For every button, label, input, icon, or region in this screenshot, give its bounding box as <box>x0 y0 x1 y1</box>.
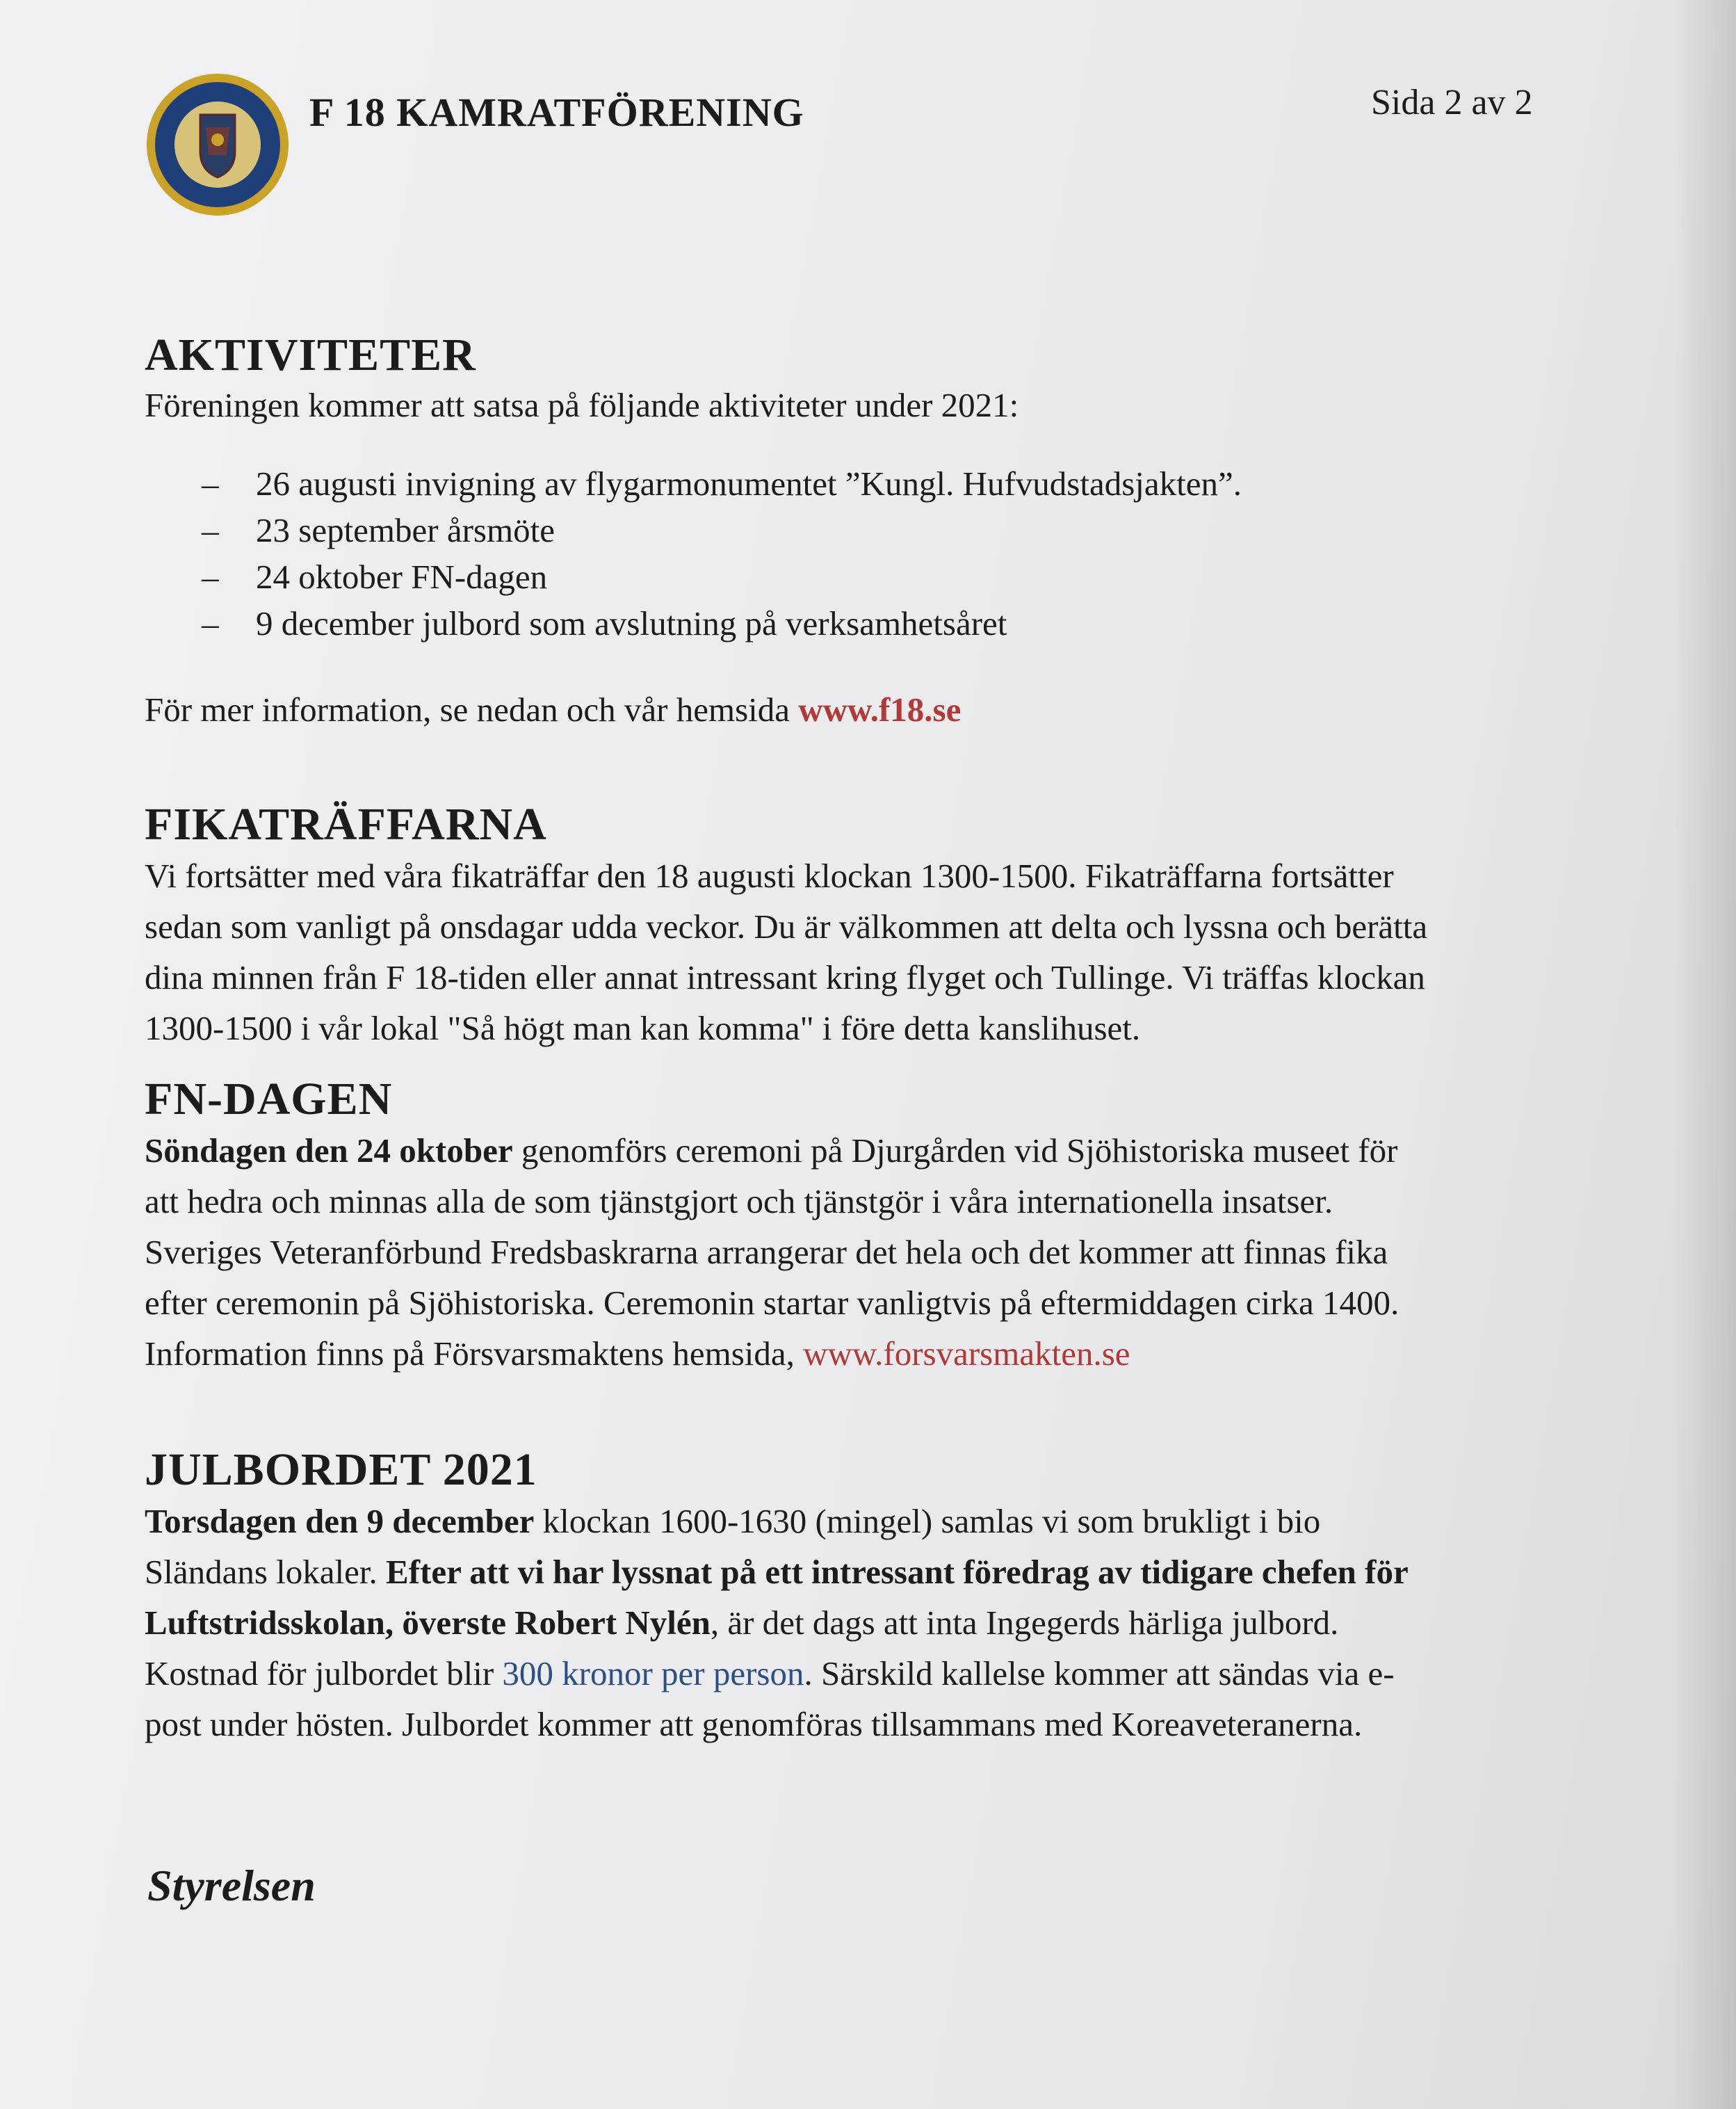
dash-bullet: – <box>202 604 219 643</box>
julbord-price: 300 kronor per person <box>502 1654 804 1692</box>
fn-line: att hedra och minnas alla de som tjänstgjort och tjänstgör i våra internationella insatser. <box>145 1181 1333 1220</box>
fn-line: efter ceremonin på Sjöhistoriska. Ceremonin startar vanligtvis på eftermiddagen cirka 1400. <box>145 1283 1400 1322</box>
list-item <box>145 600 1577 647</box>
more-info-text: För mer information, se nedan och vår hemsida <box>145 690 799 729</box>
julbord-line-text: Sländans lokaler. <box>145 1552 387 1591</box>
section-aktiviteter <box>145 330 1577 735</box>
julbord-line <box>145 1496 1577 1546</box>
list-item <box>145 507 1577 553</box>
fn-line: Sveriges Veteranförbund Fredsbaskrarna arrangerar det hela och det kommer att finnas fika <box>145 1232 1388 1271</box>
page-number: Sida 2 av 2 <box>1371 83 1533 122</box>
fika-line: dina minnen från F 18-tiden eller annat intressant kring flyget och Tullinge. Vi träffas klockan <box>145 957 1425 996</box>
julbord-line: post under hösten. Julbordet kommer att genomföras tillsammans med Koreaveteranerna. <box>145 1704 1363 1743</box>
section-fn-dagen <box>145 1074 1577 1379</box>
section-fikatraffarna <box>145 800 1577 1053</box>
organization-title: F 18 KAMRATFÖRENING <box>309 90 804 135</box>
section-heading: FN-DAGEN <box>145 1074 393 1124</box>
fika-line: sedan som vanligt på onsdagar udda veckor. Du är välkommen att delta och lyssna och berätta <box>145 907 1428 946</box>
activities-intro: Föreningen kommer att satsa på följande aktiviteter under 2021: <box>145 385 1019 424</box>
more-info-paragraph <box>145 684 1577 735</box>
fn-date-bold: Söndagen den 24 oktober <box>145 1131 513 1170</box>
julbord-bold-text: Luftstridsskolan, överste Robert Nylén <box>145 1603 711 1642</box>
fn-line <box>145 1125 1577 1176</box>
section-heading: JULBORDET 2021 <box>145 1444 537 1495</box>
fn-line-text: genomförs ceremoni på Djurgården vid Sjöhistoriska museet för <box>512 1131 1398 1170</box>
list-item-text: 9 december julbord som avslutning på verksamhetsåret <box>256 604 1007 643</box>
list-item-text: 23 september årsmöte <box>256 510 555 549</box>
section-heading: FIKATRÄFFARNA <box>145 799 547 850</box>
fika-line: 1300-1500 i vår lokal "Så högt man kan komma" i före detta kanslihuset. <box>145 1008 1141 1047</box>
signature: Styrelsen <box>147 1861 316 1910</box>
list-item <box>145 460 1577 507</box>
list-item-text: 24 oktober FN-dagen <box>256 557 548 596</box>
julbord-line <box>145 1597 1577 1648</box>
section-julbordet <box>145 1445 1577 1750</box>
dash-bullet: – <box>202 510 219 549</box>
list-item <box>145 553 1577 600</box>
julbord-bold-text: Efter att vi har lyssnat på ett intressant föredrag av tidigare chefen för <box>386 1552 1409 1591</box>
dash-bullet: – <box>202 557 219 596</box>
forsvarsmakten-link[interactable]: www.forsvarsmakten.se <box>803 1334 1130 1373</box>
julbord-line-text: klockan 1600-1630 (mingel) samlas vi som brukligt i bio <box>534 1501 1321 1540</box>
fika-line: Vi fortsätter med våra fikaträffar den 18 augusti klockan 1300-1500. Fikaträffarna fortsätter <box>145 856 1394 895</box>
website-link[interactable]: www.f18.se <box>798 690 962 729</box>
list-item-text: 26 augusti invigning av flygarmonumentet ”Kungl. Hufvudstadsjakten”. <box>256 464 1242 503</box>
julbord-line <box>145 1546 1577 1597</box>
julbord-line-text: . Särskild kallelse kommer att sändas via e- <box>804 1654 1395 1692</box>
fn-line <box>145 1328 1577 1379</box>
activities-list <box>145 460 1577 647</box>
julbord-line-text: Kostnad för julbordet blir <box>145 1654 503 1692</box>
julbord-line-text: , är det dags att inta Ingegerds härliga julbord. <box>710 1603 1339 1642</box>
julbord-date-bold: Torsdagen den 9 december <box>145 1501 535 1540</box>
dash-bullet: – <box>202 464 219 503</box>
association-emblem-logo <box>145 72 291 218</box>
section-heading: AKTIVITETER <box>145 330 476 380</box>
fn-line-text: Information finns på Försvarsmaktens hemsida, <box>145 1334 804 1373</box>
julbord-line <box>145 1648 1577 1699</box>
